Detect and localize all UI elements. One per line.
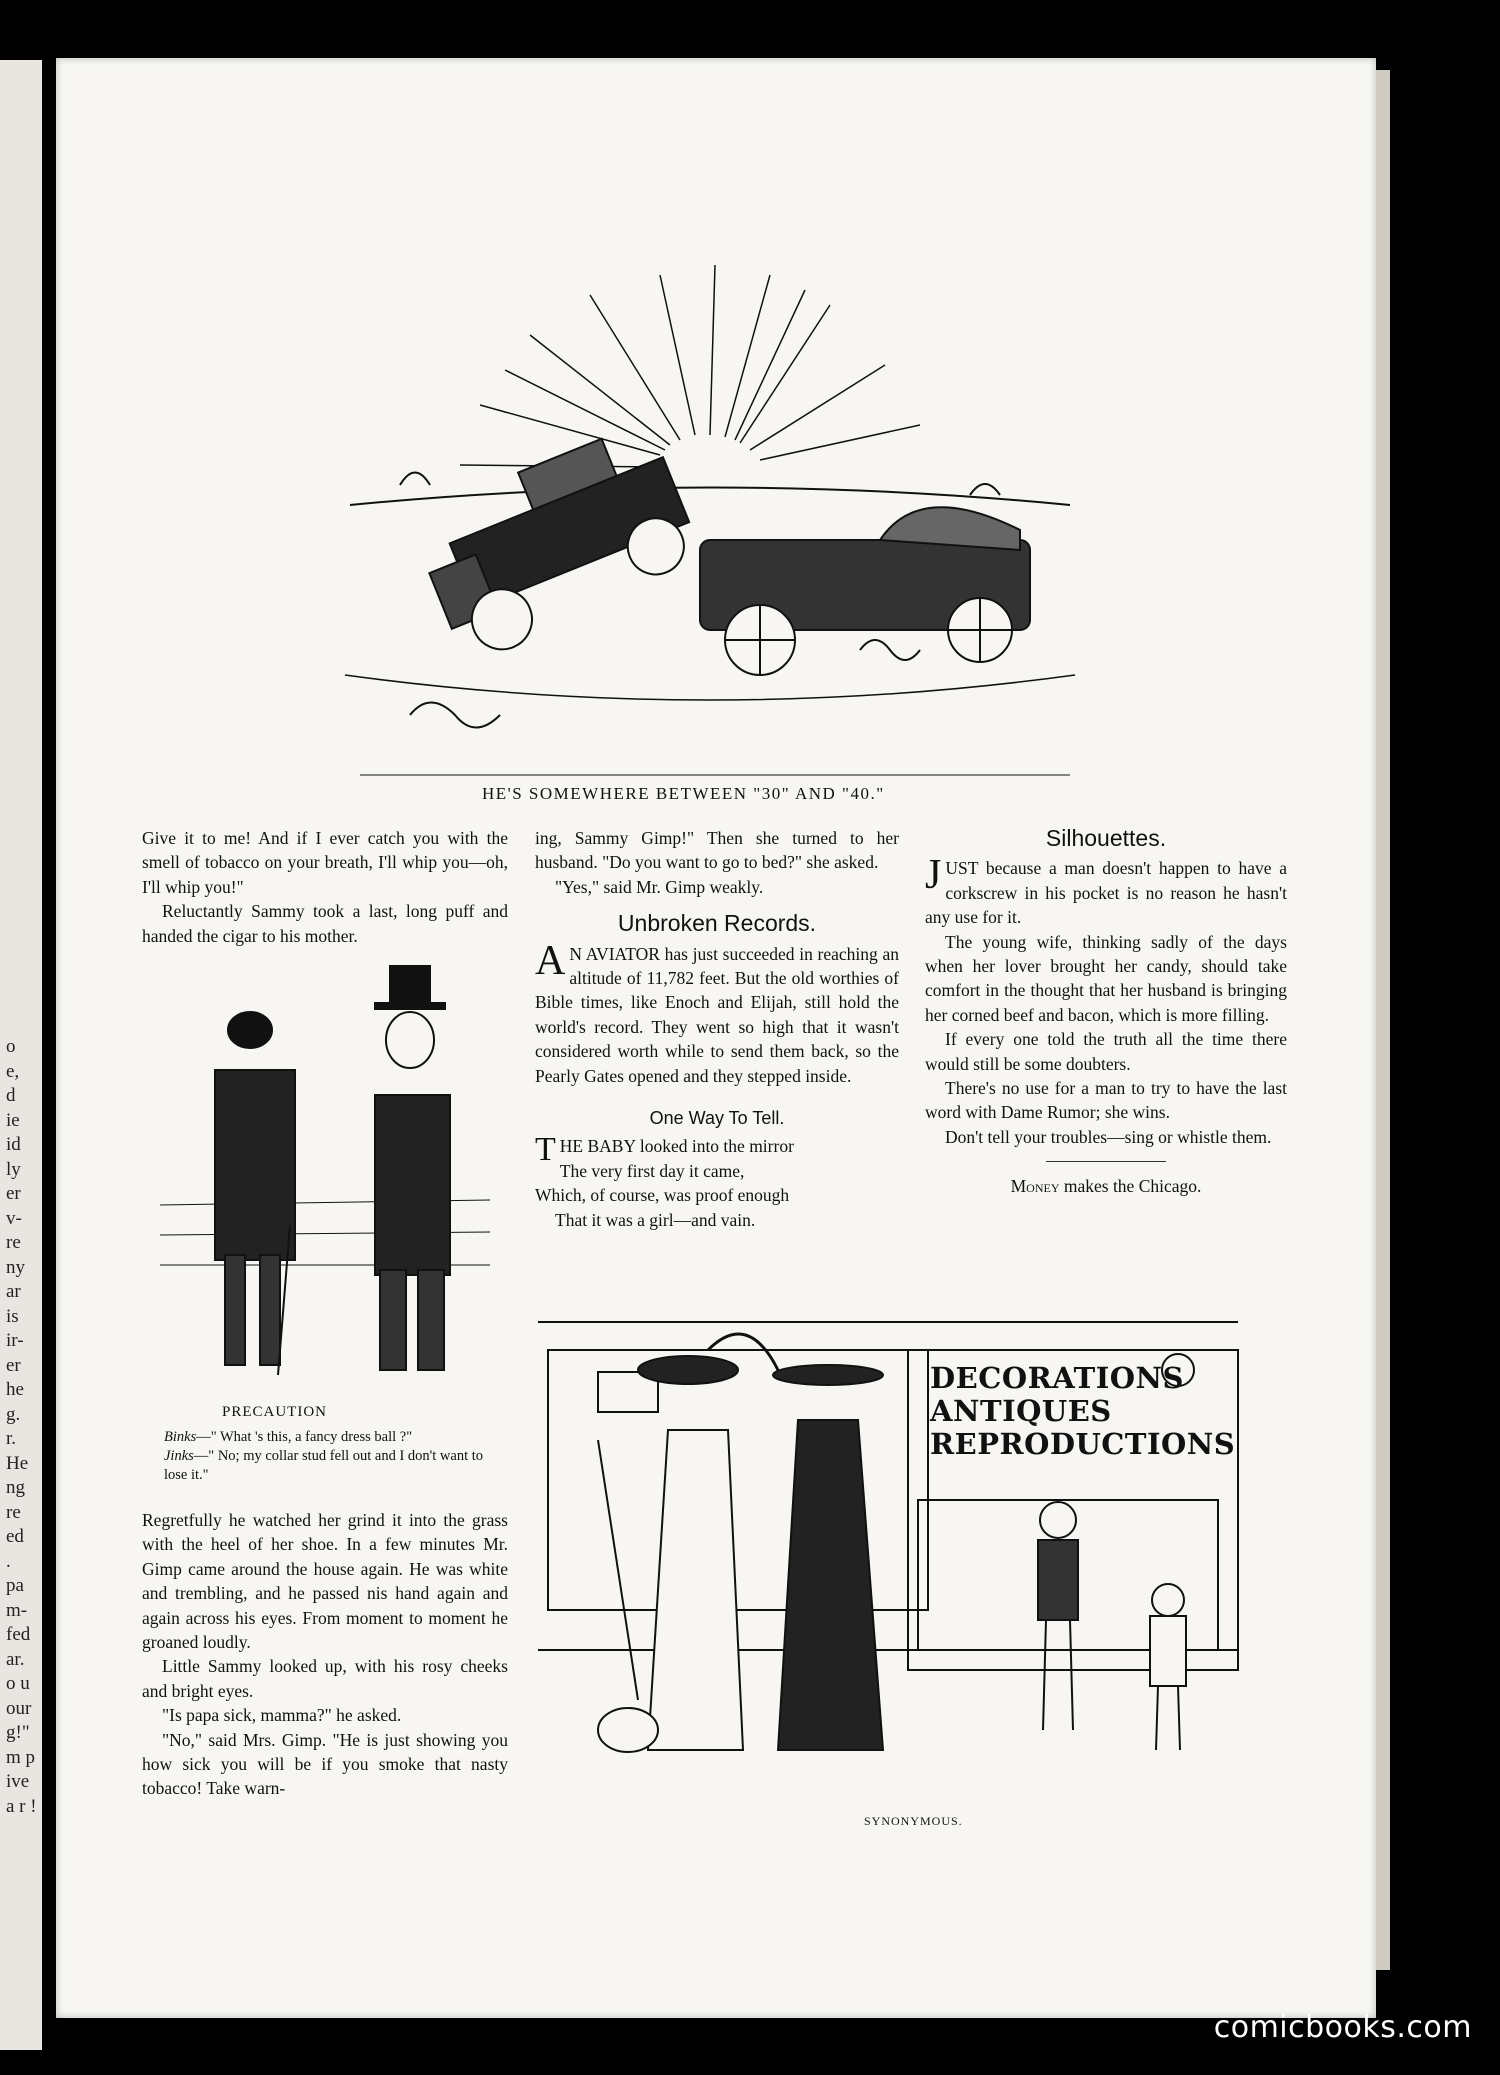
left-page-fragment: a r ! (6, 1795, 37, 1817)
col1-paragraph-6: "No," said Mrs. Gimp. "He is just showing you how sick you will be if you smoke that nasty tobacco! Take warn- (142, 1729, 508, 1799)
left-page-fragment: ng (6, 1477, 25, 1498)
col2-paragraph-1: ing, Sammy Gimp!" Then she turned to her husband. "Do you want to go to bed?" she asked. (535, 828, 899, 873)
car-crash-illustration (340, 255, 1080, 780)
left-page-fragment: pa (6, 1575, 24, 1596)
col3-paragraph-1: UST because a man doesn't happen to have a corkscrew in his pocket is no reason he hasn't any use for it. (925, 858, 1287, 928)
money-line (925, 1174, 1287, 1198)
left-page-fragment: re (6, 1501, 21, 1523)
left-page-fragment: . (6, 1550, 11, 1572)
column-1-bottom (142, 1508, 508, 1801)
left-page-fragment: ny (6, 1256, 25, 1278)
left-page-fragment: ive (6, 1771, 30, 1792)
left-page-edge (0, 60, 42, 2050)
left-page-fragment: ar (6, 1281, 21, 1302)
poem-line-3: Which, of course, was proof enough (535, 1185, 790, 1206)
left-page-fragment: he (6, 1379, 24, 1400)
shop-sign-line-1: DECORATIONS (930, 1361, 1184, 1395)
left-page-fragment: g!" (6, 1722, 30, 1743)
left-page-fragment: m- (6, 1599, 28, 1621)
silhouettes-heading: Silhouettes. (1045, 825, 1167, 851)
precaution-speaker-2: Jinks (164, 1448, 194, 1464)
col1-paragraph-3: Regretfully he watched her grind it into the grass with the heel of her shoe. In a few minutes Mr. Gimp came around the house again. He was white and trembling, and he passed nis hand again and again across his eyes. From moment to moment he groaned loudly. (142, 1510, 508, 1653)
col3-paragraph-2: The young wife, thinking sadly of the days when her lover brought her candy, should take comfort in the thought that her husband is bringing her corned beef and bacon, which is more filling. (925, 931, 1287, 1025)
left-page-fragment: er (6, 1183, 21, 1204)
shop-sign-line-2: ANTIQUES (930, 1394, 1112, 1428)
left-page-fragment: v- (6, 1207, 22, 1229)
poem-dropcap: T (535, 1131, 556, 1169)
precaution-title: PRECAUTION (222, 1404, 328, 1420)
page-right-edge (1376, 70, 1390, 1970)
unbroken-records-heading: Unbroken Records. (617, 910, 817, 937)
left-page-fragment: g. (6, 1403, 21, 1425)
poem-line-2: The very first day it came, (559, 1160, 745, 1181)
column-1-top (142, 826, 508, 948)
left-page-fragment: o (6, 1036, 16, 1057)
precaution-speaker-1: Binks (164, 1429, 197, 1445)
precaution-dialogue (142, 1428, 508, 1485)
left-page-fragment: fed (6, 1624, 31, 1645)
site-watermark: comicbooks.com (1213, 2010, 1472, 2045)
col3-paragraph-4: There's no use for a man to try to have the last word with Dame Rumor; she wins. (925, 1078, 1287, 1123)
left-page-fragment: ly (6, 1158, 21, 1180)
baby-poem (535, 1131, 899, 1232)
left-page-fragment: er (6, 1354, 21, 1376)
left-page-fragment: e, (6, 1060, 20, 1082)
col1-paragraph-5: "Is papa sick, mamma?" he asked. (162, 1705, 402, 1726)
col1-paragraph-2: Reluctantly Sammy took a last, long puff and handed the cigar to his mother. (142, 901, 508, 946)
divider-rule (1046, 1161, 1166, 1162)
left-page-fragment: is (6, 1305, 19, 1327)
top-illustration-caption: HE'S SOMEWHERE BETWEEN "30" AND "40." (482, 784, 885, 803)
left-page-fragment: our (6, 1697, 32, 1719)
col3-paragraph-5: Don't tell your troubles—sing or whistle them. (945, 1126, 1272, 1147)
precaution-illustration (160, 965, 490, 1395)
money-word: Money (1010, 1176, 1060, 1197)
silhouettes-dropcap: J (925, 852, 942, 899)
left-page-fragment: ie (6, 1109, 20, 1131)
left-page-fragment: ar. (6, 1648, 25, 1670)
left-page-fragment: r. (6, 1428, 17, 1449)
col2-paragraph-2: "Yes," said Mr. Gimp weakly. (555, 876, 764, 897)
column-3 (925, 822, 1287, 1199)
unbroken-records-dropcap: A (535, 937, 566, 984)
car-crash-drawing (340, 255, 1080, 780)
left-page-fragment: re (6, 1232, 21, 1253)
unbroken-records-text: N AVIATOR has just succeeded in reaching an altitude of 11,782 feet. But the old worthies of Bible times, like Enoch and Elijah, still hold the world's record. They went so high that it wasn't considered worth while to send them back, so the Pearly Gates opened and they stepped inside. (535, 943, 899, 1086)
poem-line-4: That it was a girl—and vain. (555, 1209, 756, 1230)
precaution-line-1: —" What 's this, a fancy dress ball ?" (196, 1429, 413, 1445)
left-page-fragment: d (6, 1085, 16, 1106)
left-page-fragment: id (6, 1134, 21, 1155)
synonymous-caption: SYNONYMOUS. (864, 1814, 963, 1828)
shop-sign (930, 1362, 1235, 1461)
left-page-fragment: ed (6, 1526, 24, 1547)
poem-line-1: HE BABY looked into the mirror (559, 1136, 794, 1157)
precaution-line-2: —" No; my collar stud fell out and I don't want to lose it." (164, 1448, 484, 1483)
one-way-to-tell-heading: One Way To Tell. (649, 1108, 785, 1129)
col1-paragraph-1: Give it to me! And if I ever catch you with the smell of tobacco on your breath, I'll whip you—oh, I'll whip you!" (142, 828, 508, 897)
col3-paragraph-3: If every one told the truth all the time there would still be some doubters. (925, 1029, 1287, 1074)
left-page-fragment: ir- (6, 1330, 24, 1351)
left-page-fragment: o u (6, 1673, 30, 1694)
money-rest: makes the Chicago. (1059, 1176, 1202, 1197)
left-page-fragment: m p (6, 1746, 36, 1768)
shop-sign-line-3: REPRODUCTIONS (930, 1427, 1236, 1461)
left-page-fragment: He (6, 1452, 29, 1474)
precaution-drawing (160, 965, 490, 1395)
col1-paragraph-4: Little Sammy looked up, with his rosy cheeks and bright eyes. (142, 1656, 508, 1701)
column-2 (535, 826, 899, 1232)
